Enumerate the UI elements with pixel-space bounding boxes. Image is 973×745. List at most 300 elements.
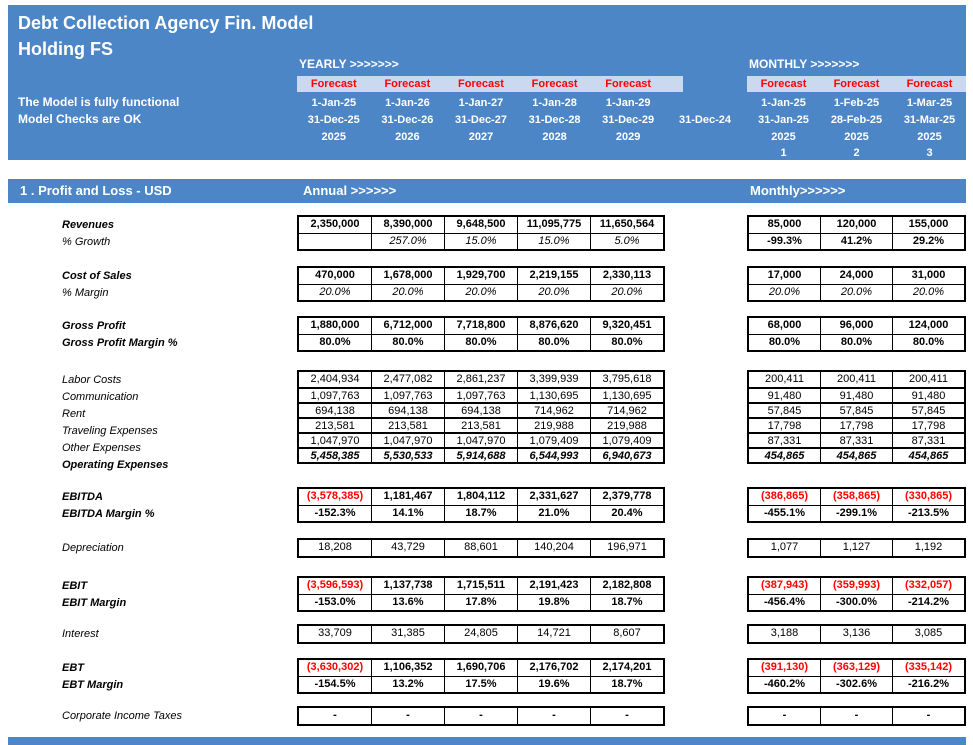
table-row xyxy=(299,626,663,642)
value-cell[interactable]: 694,138 xyxy=(444,404,517,417)
yearly-period-end-row xyxy=(297,113,665,128)
table-row xyxy=(299,284,663,300)
table-row xyxy=(299,417,663,432)
value-cell[interactable]: 5,458,385 xyxy=(310,450,360,462)
value-cell[interactable]: -152.3% xyxy=(314,507,356,519)
value-cell[interactable]: 1,079,409 xyxy=(590,434,663,447)
value-cell[interactable]: 96,000 xyxy=(820,318,892,334)
table-row xyxy=(749,594,964,610)
value-cell[interactable]: 3,399,939 xyxy=(517,372,590,387)
value-cell[interactable]: 2,176,702 xyxy=(517,660,590,676)
value-cell[interactable]: 33,709 xyxy=(318,627,352,639)
period-end: 31-Dec-25 xyxy=(307,114,360,126)
period-start: 1-Jan-27 xyxy=(458,97,504,109)
period-end: 31-Dec-27 xyxy=(454,114,507,126)
value-cell[interactable]: - xyxy=(782,709,787,721)
value-cell[interactable]: 200,411 xyxy=(892,372,964,387)
yearly-table xyxy=(297,487,665,523)
period-year: 2027 xyxy=(468,131,494,143)
value-cell[interactable]: 2,191,423 xyxy=(517,578,590,594)
row-label-communication[interactable]: Communication xyxy=(62,391,139,403)
value-cell[interactable]: 20.0% xyxy=(371,285,444,300)
value-cell[interactable]: 454,865 xyxy=(892,449,964,462)
value-cell[interactable]: (332,057) xyxy=(892,578,964,594)
value-cell[interactable]: 18.7% xyxy=(444,506,517,521)
value-cell[interactable]: 1,130,695 xyxy=(590,389,663,402)
period-end: 31-Dec-28 xyxy=(528,114,581,126)
value-cell[interactable]: 5,914,688 xyxy=(444,449,517,462)
value-cell[interactable]: 21.0% xyxy=(517,506,590,521)
row-labels xyxy=(0,370,297,474)
period-start: 1-Jan-26 xyxy=(385,97,430,109)
value-cell[interactable]: 13.6% xyxy=(371,595,444,610)
row-labels xyxy=(0,316,297,352)
value-cell[interactable]: (358,865) xyxy=(820,489,892,505)
period-end: 31-Dec-26 xyxy=(381,114,434,126)
value-cell[interactable]: 24,805 xyxy=(444,626,517,642)
value-cell[interactable]: 219,988 xyxy=(590,419,663,432)
value-cell[interactable]: 6,712,000 xyxy=(371,318,444,334)
row-label-margin[interactable]: % Margin xyxy=(62,287,109,299)
value-cell[interactable]: -456.4% xyxy=(764,596,805,608)
value-cell[interactable]: 7,718,800 xyxy=(444,318,517,334)
monthly-year-row xyxy=(747,130,966,145)
value-cell[interactable]: 8,390,000 xyxy=(371,217,444,233)
table-row xyxy=(749,284,964,300)
value-cell[interactable]: 57,845 xyxy=(767,405,802,417)
value-cell[interactable]: 85,000 xyxy=(767,218,802,230)
value-cell[interactable]: 9,648,500 xyxy=(444,217,517,233)
value-cell[interactable]: 87,331 xyxy=(820,434,892,447)
monthly-period-end-row xyxy=(747,113,966,128)
value-cell[interactable]: 1,181,467 xyxy=(371,489,444,505)
value-cell[interactable]: 1,130,695 xyxy=(517,389,590,402)
status-line-2: Model Checks are OK xyxy=(18,112,142,126)
forecast-badge: Forecast xyxy=(605,78,652,90)
row-label-ebit[interactable]: EBIT xyxy=(62,580,88,592)
value-cell[interactable]: -299.1% xyxy=(820,506,892,521)
value-cell[interactable]: -455.1% xyxy=(764,507,805,519)
value-cell[interactable]: 41.2% xyxy=(820,234,892,249)
value-cell[interactable]: 213,581 xyxy=(315,420,355,432)
row-label-ebitda-margin[interactable]: EBITDA Margin % xyxy=(62,508,155,520)
table-row xyxy=(299,708,663,724)
value-cell[interactable]: 5,530,533 xyxy=(371,449,444,462)
yearly-table xyxy=(297,370,665,464)
row-label-depreciation[interactable]: Depreciation xyxy=(62,542,124,554)
value-cell[interactable]: - xyxy=(820,708,892,724)
revenues-block xyxy=(0,215,973,251)
period-year: 2029 xyxy=(615,131,641,143)
forecast-badge: Forecast xyxy=(310,78,357,90)
monthly-table xyxy=(747,266,966,302)
period-start: 1-Jan-25 xyxy=(761,97,806,109)
value-cell[interactable]: 2,861,237 xyxy=(444,372,517,387)
ebt-block xyxy=(0,658,973,694)
value-cell[interactable]: 43,729 xyxy=(371,540,444,556)
value-cell[interactable]: (359,993) xyxy=(820,578,892,594)
value-cell[interactable]: 17,798 xyxy=(820,419,892,432)
value-cell[interactable]: (3,578,385) xyxy=(306,490,364,502)
value-cell[interactable]: 2,174,201 xyxy=(590,660,663,676)
bottom-divider-bar xyxy=(8,737,966,745)
value-cell[interactable]: 13.2% xyxy=(371,677,444,692)
value-cell[interactable]: 6,940,673 xyxy=(590,449,663,462)
period-index: 2 xyxy=(853,147,860,159)
row-label-ebt[interactable]: EBT xyxy=(62,662,84,674)
value-cell[interactable]: 200,411 xyxy=(765,373,804,385)
row-label-labor-costs[interactable]: Labor Costs xyxy=(62,374,122,386)
yearly-table xyxy=(297,316,665,352)
value-cell[interactable]: 80.0% xyxy=(371,335,444,350)
value-cell[interactable]: 68,000 xyxy=(767,319,802,331)
yearly-table xyxy=(297,266,665,302)
value-cell[interactable]: 2,330,113 xyxy=(590,268,663,284)
value-cell[interactable]: 80.0% xyxy=(590,335,663,350)
monthly-table xyxy=(747,624,966,644)
value-cell[interactable]: 1,715,511 xyxy=(444,578,517,594)
row-label-ebt-margin[interactable]: EBT Margin xyxy=(62,679,124,691)
value-cell[interactable]: 2,379,778 xyxy=(590,489,663,505)
value-cell[interactable]: 1,127 xyxy=(820,540,892,556)
value-cell[interactable]: 219,988 xyxy=(517,419,590,432)
value-cell[interactable]: -460.2% xyxy=(764,678,805,690)
value-cell[interactable]: 694,138 xyxy=(315,405,355,417)
header-panel xyxy=(8,5,966,160)
value-cell[interactable]: 1,690,706 xyxy=(444,660,517,676)
period-year: 2025 xyxy=(917,131,942,143)
value-cell[interactable]: 1,097,763 xyxy=(371,389,444,402)
table-row xyxy=(749,505,964,521)
monthly-table xyxy=(747,487,966,523)
row-label-revenues[interactable]: Revenues xyxy=(62,219,114,231)
value-cell[interactable]: 17.5% xyxy=(444,677,517,692)
monthly-table xyxy=(747,370,966,464)
value-cell[interactable]: 124,000 xyxy=(892,318,964,334)
table-row xyxy=(749,268,964,284)
value-cell[interactable]: 20.0% xyxy=(820,285,892,300)
value-cell[interactable]: 155,000 xyxy=(892,217,964,233)
value-cell[interactable]: 1,192 xyxy=(892,540,964,556)
value-cell[interactable]: 470,000 xyxy=(315,269,355,281)
yearly-table xyxy=(297,706,665,726)
value-cell[interactable]: 91,480 xyxy=(820,389,892,402)
value-cell[interactable]: -213.5% xyxy=(892,506,964,521)
yearly-forecast-band xyxy=(297,76,683,92)
value-cell[interactable]: 140,204 xyxy=(517,540,590,556)
table-row xyxy=(299,660,663,676)
value-cell[interactable]: 1,678,000 xyxy=(371,268,444,284)
value-cell[interactable]: 14.1% xyxy=(371,506,444,521)
value-cell[interactable]: 20.0% xyxy=(319,286,351,298)
forecast-badge: Forecast xyxy=(906,78,953,90)
value-cell[interactable]: 80.0% xyxy=(768,336,801,348)
table-row xyxy=(299,594,663,610)
value-cell[interactable]: 18.7% xyxy=(590,677,663,692)
value-cell[interactable]: 196,971 xyxy=(590,540,663,556)
value-cell[interactable]: 17.8% xyxy=(444,595,517,610)
period-year: 2026 xyxy=(395,131,420,143)
row-labels xyxy=(0,706,297,725)
annual-arrow-label: Annual >>>>>> xyxy=(303,183,397,198)
value-cell[interactable]: (386,865) xyxy=(760,490,809,502)
value-cell[interactable]: 2,219,155 xyxy=(517,268,590,284)
value-cell[interactable]: 29.2% xyxy=(892,234,964,249)
value-cell[interactable]: 1,804,112 xyxy=(444,489,517,505)
value-cell[interactable]: 8,876,620 xyxy=(517,318,590,334)
period-year: 2025 xyxy=(844,131,869,143)
value-cell[interactable]: 31,000 xyxy=(892,268,964,284)
period-start: 1-Jan-29 xyxy=(605,97,651,109)
value-cell[interactable]: 3,136 xyxy=(820,626,892,642)
value-cell[interactable]: -153.0% xyxy=(314,596,356,608)
value-cell[interactable]: 24,000 xyxy=(820,268,892,284)
table-row xyxy=(299,676,663,692)
row-labels xyxy=(0,215,297,251)
table-row xyxy=(749,447,964,462)
value-cell[interactable]: 87,331 xyxy=(767,435,802,447)
period-start: 1-Jan-25 xyxy=(311,97,357,109)
row-label-corporate-income-taxes[interactable]: Corporate Income Taxes xyxy=(62,710,183,722)
monthly-section-label: MONTHLY >>>>>>> xyxy=(749,57,860,71)
value-cell[interactable]: 31,385 xyxy=(371,626,444,642)
gross-profit-block xyxy=(0,316,973,352)
table-row xyxy=(749,708,964,724)
value-cell[interactable]: 20.0% xyxy=(768,286,801,298)
yearly-table xyxy=(297,624,665,644)
table-row xyxy=(749,540,964,556)
value-cell[interactable]: 19.8% xyxy=(517,595,590,610)
yearly-section-label: YEARLY >>>>>>> xyxy=(299,57,399,71)
value-cell[interactable]: - xyxy=(892,708,964,724)
value-cell[interactable]: 14,721 xyxy=(517,626,590,642)
value-cell[interactable]: 20.0% xyxy=(590,285,663,300)
value-cell[interactable]: 1,106,352 xyxy=(371,660,444,676)
value-cell[interactable]: -300.0% xyxy=(820,595,892,610)
value-cell[interactable]: 257.0% xyxy=(371,234,444,249)
row-label-interest[interactable]: Interest xyxy=(62,628,99,640)
value-cell[interactable]: - xyxy=(517,708,590,724)
value-cell[interactable]: 694,138 xyxy=(371,404,444,417)
value-cell[interactable]: 200,411 xyxy=(820,372,892,387)
row-labels xyxy=(0,658,297,694)
value-cell[interactable]: 3,795,618 xyxy=(590,372,663,387)
value-cell[interactable]: 57,845 xyxy=(820,404,892,417)
table-row xyxy=(299,540,663,556)
value-cell[interactable]: 1,097,763 xyxy=(444,389,517,402)
value-cell[interactable]: (363,129) xyxy=(820,660,892,676)
value-cell[interactable]: 17,000 xyxy=(767,269,802,281)
value-cell[interactable]: (330,865) xyxy=(892,489,964,505)
value-cell[interactable]: 17,798 xyxy=(892,419,964,432)
forecast-badge: Forecast xyxy=(458,78,504,90)
row-label-gross-profit[interactable]: Gross Profit xyxy=(62,320,126,332)
value-cell[interactable]: 6,544,993 xyxy=(517,449,590,462)
table-row xyxy=(299,334,663,350)
row-label-ebit-margin[interactable]: EBIT Margin xyxy=(62,597,127,609)
value-cell[interactable]: 2,182,808 xyxy=(590,578,663,594)
value-cell[interactable]: 2,331,627 xyxy=(517,489,590,505)
value-cell[interactable]: -302.6% xyxy=(820,677,892,692)
value-cell[interactable]: 1,047,970 xyxy=(444,434,517,447)
title-line-1: Debt Collection Agency Fin. Model xyxy=(18,13,314,33)
row-labels xyxy=(0,538,297,557)
value-cell[interactable]: 3,188 xyxy=(770,627,799,639)
value-cell[interactable]: 11,650,564 xyxy=(590,217,663,233)
row-label-cost-of-sales[interactable]: Cost of Sales xyxy=(62,270,132,282)
table-row xyxy=(749,217,964,233)
period-year: 2025 xyxy=(771,131,796,143)
value-cell[interactable] xyxy=(299,234,371,249)
yearly-period-start-row xyxy=(297,96,665,111)
value-cell[interactable]: (387,943) xyxy=(760,579,809,591)
value-cell[interactable]: -99.3% xyxy=(767,235,802,247)
table-row xyxy=(749,578,964,594)
row-label-growth[interactable]: % Growth xyxy=(62,236,111,248)
value-cell[interactable]: 80.0% xyxy=(444,335,517,350)
page-title xyxy=(18,10,313,62)
value-cell[interactable]: - xyxy=(590,708,663,724)
depreciation-block xyxy=(0,538,973,558)
value-cell[interactable]: 91,480 xyxy=(767,390,802,402)
value-cell[interactable]: (3,596,593) xyxy=(306,579,364,591)
value-cell[interactable]: 18,208 xyxy=(318,541,352,553)
value-cell[interactable]: 454,865 xyxy=(820,449,892,462)
value-cell[interactable]: 18.7% xyxy=(590,595,663,610)
row-label-other-expenses[interactable]: Other Expenses xyxy=(62,442,141,454)
table-row xyxy=(749,372,964,387)
value-cell[interactable]: 213,581 xyxy=(444,419,517,432)
value-cell[interactable]: 714,962 xyxy=(590,404,663,417)
value-cell[interactable]: 20.4% xyxy=(590,506,663,521)
table-row xyxy=(299,447,663,462)
table-row xyxy=(299,402,663,417)
row-label-ebitda[interactable]: EBITDA xyxy=(62,491,103,503)
value-cell[interactable]: -214.2% xyxy=(892,595,964,610)
value-cell[interactable]: 20.0% xyxy=(892,285,964,300)
value-cell[interactable]: 80.0% xyxy=(517,335,590,350)
value-cell[interactable]: 5.0% xyxy=(590,234,663,249)
value-cell[interactable]: 15.0% xyxy=(517,234,590,249)
table-row xyxy=(299,505,663,521)
value-cell[interactable]: 1,137,738 xyxy=(371,578,444,594)
table-row xyxy=(749,417,964,432)
row-labels xyxy=(0,576,297,612)
value-cell[interactable]: 1,079,409 xyxy=(517,434,590,447)
value-cell[interactable]: 454,865 xyxy=(764,450,805,462)
taxes-block xyxy=(0,706,973,726)
ebitda-block xyxy=(0,487,973,523)
forecast-badge: Forecast xyxy=(531,78,578,90)
row-label-rent[interactable]: Rent xyxy=(62,408,86,420)
value-cell[interactable]: 80.0% xyxy=(319,336,351,348)
value-cell[interactable]: 9,320,451 xyxy=(590,318,663,334)
value-cell[interactable]: 1,929,700 xyxy=(444,268,517,284)
value-cell[interactable]: 88,601 xyxy=(444,540,517,556)
yearly-table xyxy=(297,215,665,251)
period-index: 3 xyxy=(926,147,933,159)
period-end: 31-Dec-29 xyxy=(602,114,655,126)
model-status xyxy=(18,94,179,128)
table-row xyxy=(749,660,964,676)
table-row xyxy=(749,233,964,249)
table-row xyxy=(299,268,663,284)
table-row xyxy=(299,432,663,447)
value-cell[interactable]: (391,130) xyxy=(760,661,809,673)
value-cell[interactable]: 1,047,970 xyxy=(371,434,444,447)
value-cell[interactable]: 57,845 xyxy=(892,404,964,417)
value-cell[interactable]: 3,085 xyxy=(892,626,964,642)
operating-expenses-block xyxy=(0,370,973,474)
table-row xyxy=(299,318,663,334)
period-start: 1-Jan-28 xyxy=(532,97,577,109)
row-label-traveling-expenses[interactable]: Traveling Expenses xyxy=(62,425,158,437)
value-cell[interactable]: 1,077 xyxy=(770,541,799,553)
period-start: 1-Feb-25 xyxy=(833,97,880,109)
table-row xyxy=(749,676,964,692)
value-cell[interactable]: 80.0% xyxy=(820,335,892,350)
value-cell[interactable]: 8,607 xyxy=(590,626,663,642)
value-cell[interactable]: 80.0% xyxy=(892,335,964,350)
yearly-table xyxy=(297,576,665,612)
value-cell[interactable]: 2,404,934 xyxy=(310,373,360,385)
forecast-badge: Forecast xyxy=(760,78,807,90)
value-cell[interactable]: - xyxy=(444,708,517,724)
value-cell[interactable]: 20.0% xyxy=(444,285,517,300)
monthly-period-start-row xyxy=(747,96,966,111)
value-cell[interactable]: 1,880,000 xyxy=(310,319,360,331)
ebit-block xyxy=(0,576,973,612)
monthly-table xyxy=(747,658,966,694)
period-year: 2025 xyxy=(321,131,347,143)
value-cell[interactable]: 1,097,763 xyxy=(310,390,360,402)
value-cell[interactable]: (3,630,302) xyxy=(306,661,364,673)
table-row xyxy=(749,432,964,447)
value-cell[interactable]: 17,798 xyxy=(767,420,802,432)
value-cell[interactable]: -154.5% xyxy=(314,678,356,690)
value-cell[interactable]: - xyxy=(333,709,337,721)
value-cell[interactable]: - xyxy=(371,708,444,724)
value-cell[interactable]: 15.0% xyxy=(444,234,517,249)
value-cell[interactable]: 120,000 xyxy=(820,217,892,233)
period-start: 1-Mar-25 xyxy=(906,97,953,109)
title-line-2: Holding FS xyxy=(18,39,113,59)
row-label-operating-expenses[interactable]: Operating Expenses xyxy=(62,459,169,471)
value-cell[interactable]: 2,477,082 xyxy=(371,372,444,387)
value-cell[interactable]: 2,350,000 xyxy=(310,218,360,230)
forecast-badge: Forecast xyxy=(833,78,880,90)
value-cell[interactable]: 714,962 xyxy=(517,404,590,417)
row-label-gross-profit-margin[interactable]: Gross Profit Margin % xyxy=(62,337,178,349)
value-cell[interactable]: 87,331 xyxy=(892,434,964,447)
value-cell[interactable]: 1,047,970 xyxy=(310,435,360,447)
value-cell[interactable]: -216.2% xyxy=(892,677,964,692)
period-end: 31-Jan-25 xyxy=(758,114,809,126)
value-cell[interactable]: (335,142) xyxy=(892,660,964,676)
table-row xyxy=(299,387,663,402)
value-cell[interactable]: 20.0% xyxy=(517,285,590,300)
row-labels xyxy=(0,266,297,302)
monthly-table xyxy=(747,706,966,726)
value-cell[interactable]: 91,480 xyxy=(892,389,964,402)
value-cell[interactable]: 213,581 xyxy=(371,419,444,432)
yearly-year-row xyxy=(297,130,665,145)
period-year: 2028 xyxy=(542,131,567,143)
value-cell[interactable]: 19.6% xyxy=(517,677,590,692)
status-line-1: The Model is fully functional xyxy=(18,95,180,109)
value-cell[interactable]: 11,095,775 xyxy=(517,217,590,233)
table-row xyxy=(749,489,964,505)
